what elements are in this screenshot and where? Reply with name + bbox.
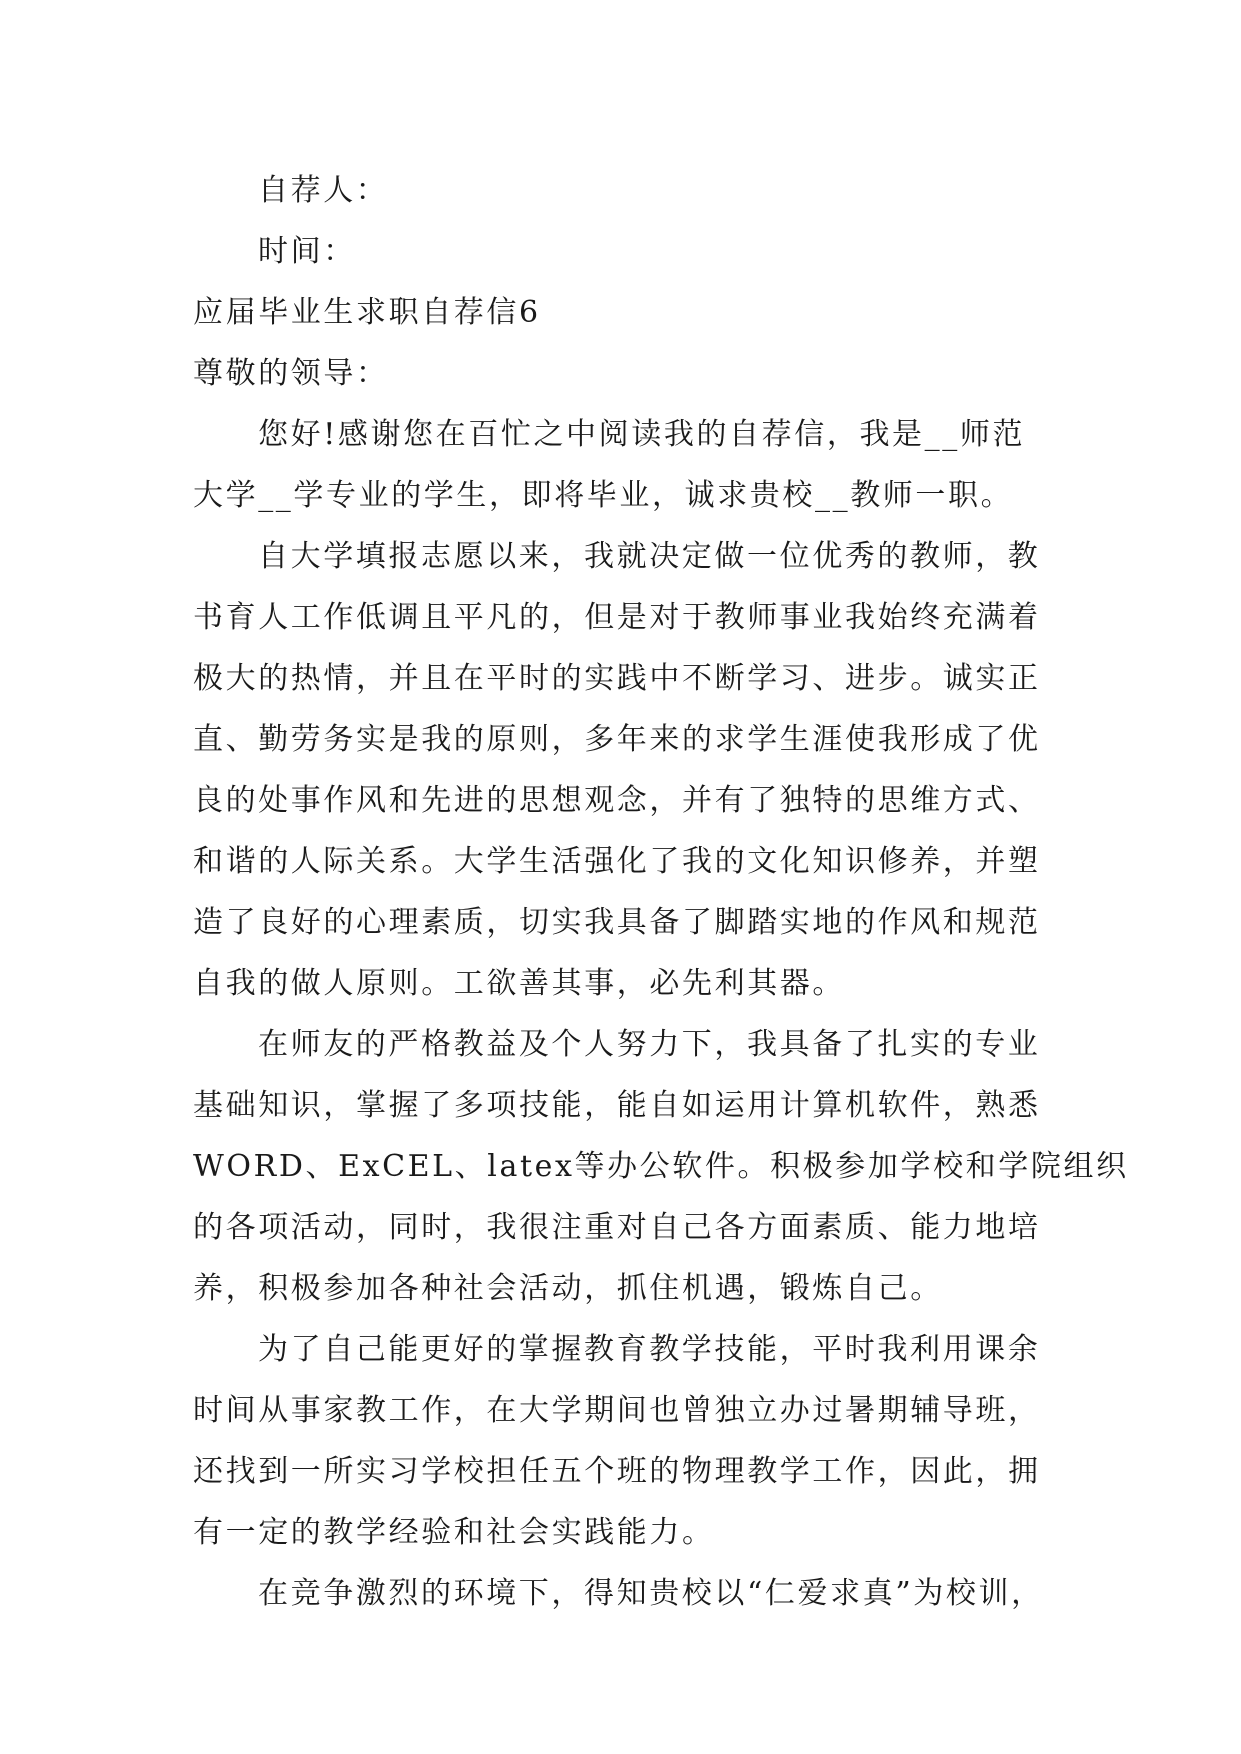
text-line: 为了自己能更好的掌握教育教学技能，平时我利用课余 [258, 1332, 1041, 1367]
text-line: 自我的做人原则。工欲善其事，必先利其器。 [193, 966, 845, 1001]
text-line: 在竞争激烈的环境下，得知贵校以“仁爱求真”为校训， [258, 1576, 1044, 1611]
text-line: 时间从事家教工作，在大学期间也曾独立办过暑期辅导班， [193, 1393, 1041, 1428]
text-line: 在师友的严格教益及个人努力下，我具备了扎实的专业 [258, 1027, 1041, 1062]
text-line: 还找到一所实习学校担任五个班的物理教学工作，因此，拥 [193, 1454, 1041, 1489]
text-line: 直、勤劳务实是我的原则，多年来的求学生涯使我形成了优 [193, 722, 1041, 757]
text-line: 应届毕业生求职自荐信6 [193, 295, 541, 330]
text-line: WORD、ExCEL、latex等办公软件。积极参加学校和学院组织 [193, 1149, 1129, 1184]
text-line: 的各项活动，同时，我很注重对自己各方面素质、能力地培 [193, 1210, 1041, 1245]
text-line: 您好!感谢您在百忙之中阅读我的自荐信，我是__师范 [258, 417, 1026, 452]
text-line: 和谐的人际关系。大学生活强化了我的文化知识修养，并塑 [193, 844, 1041, 879]
text-line: 有一定的教学经验和社会实践能力。 [193, 1515, 715, 1550]
text-line: 极大的热情，并且在平时的实践中不断学习、进步。诚实正 [193, 661, 1041, 696]
text-line: 书育人工作低调且平凡的，但是对于教师事业我始终充满着 [193, 600, 1041, 635]
text-line: 尊敬的领导： [193, 356, 389, 391]
text-line: 良的处事作风和先进的思想观念，并有了独特的思维方式、 [193, 783, 1041, 818]
text-line: 时间： [258, 234, 356, 269]
text-line: 基础知识，掌握了多项技能，能自如运用计算机软件，熟悉 [193, 1088, 1041, 1123]
text-line: 养，积极参加各种社会活动，抓住机遇，锻炼自己。 [193, 1271, 943, 1306]
text-line: 自荐人： [258, 173, 389, 208]
text-line: 造了良好的心理素质，切实我具备了脚踏实地的作风和规范 [193, 905, 1041, 940]
text-line: 大学__学专业的学生，即将毕业，诚求贵校__教师一职。 [193, 478, 1014, 513]
letter-body [193, 160, 1129, 1624]
text-line: 自大学填报志愿以来，我就决定做一位优秀的教师，教 [258, 539, 1041, 574]
